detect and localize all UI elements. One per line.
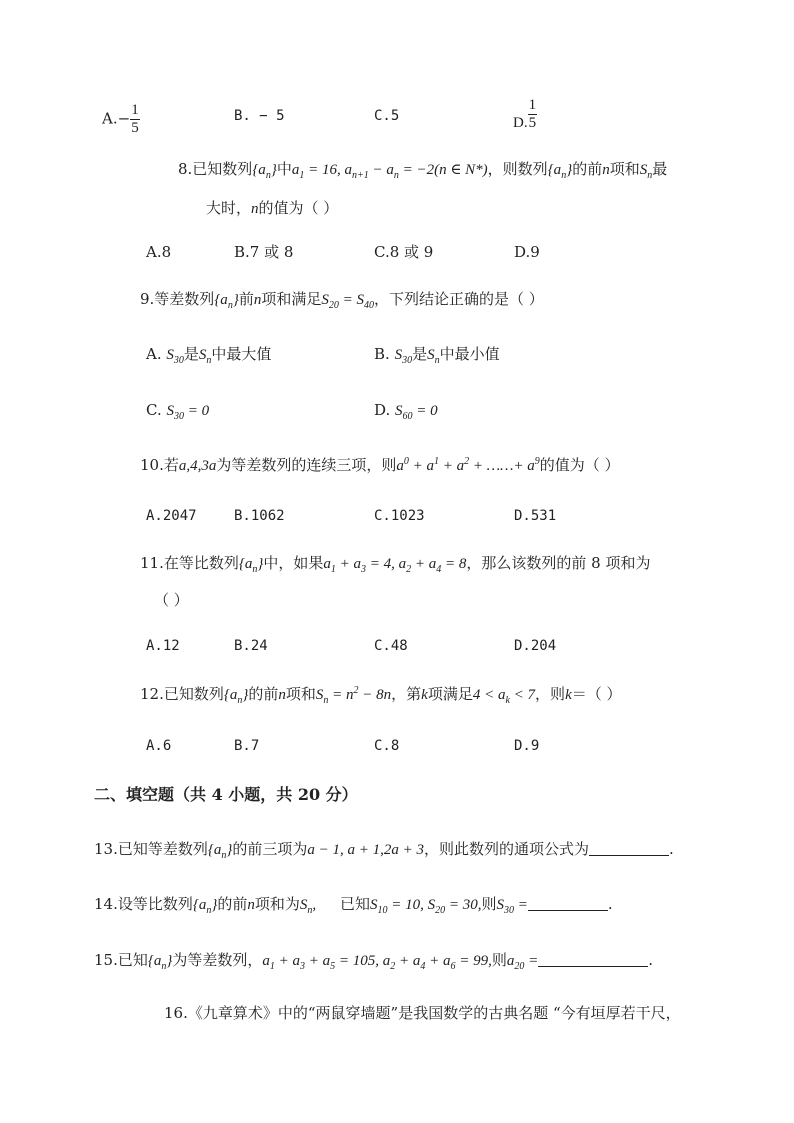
q15-stem: 15.已知$\{a_n\}$为等差数列，$a_1 + a_3 + a_5 = 105$, $a_2 + a_4 + a_6 = 99$,则$a_{20}$ = .: [94, 951, 654, 972]
q9-option-b: B. $S_{30}$是$S_n$中最小值: [374, 345, 500, 366]
q7-option-b: B. − 5: [234, 108, 285, 124]
q7-d-fraction: $\frac{1}{5}$: [528, 97, 537, 131]
q9-option-c: C. $S_{30} = 0$: [146, 401, 210, 422]
q12-option-c: C.8: [374, 738, 400, 754]
q10-option-b: B.1062: [234, 508, 285, 524]
q8-option-d: D.9: [514, 243, 540, 261]
q11-option-a: A.12: [146, 638, 180, 654]
q9-stem: 9.等差数列$\{a_n\}$前n项和满足$S_{20} = S_{40}$，下列结论正确的是（ ）: [140, 290, 544, 311]
q12-option-a: A.6: [146, 738, 172, 754]
q10-option-c: C.1023: [374, 508, 425, 524]
q7-a-fraction: $\frac{1}{5}$: [131, 102, 139, 136]
q7-option-a: A.− $\frac{1}{5}$: [102, 102, 139, 136]
q8-option-a: A.8: [146, 243, 172, 261]
q7-option-c: C.5: [374, 108, 400, 124]
q11-option-c: C.48: [374, 638, 408, 654]
q10-option-a: A.2047: [146, 508, 197, 524]
q14-answer-blank[interactable]: [528, 896, 608, 911]
q12-option-b: B.7: [234, 738, 260, 754]
q14-stem: 14.设等比数列$\{a_n\}$的前n项和为$S_n$, 已知$S_{10} = 10$, $S_{20} = 30$,则$S_{30}$ = .: [94, 895, 613, 916]
q9-option-a: A. $S_{30}$是$S_n$中最大值: [146, 345, 272, 366]
q11-option-b: B.24: [234, 638, 268, 654]
q7-a-label: A.: [102, 109, 118, 128]
section-heading: 二、填空题（共 4 小题，共 20 分）: [94, 785, 358, 804]
q10-option-d: D.531: [514, 508, 557, 524]
q8-stem-line2: 大时，n的值为（ ）: [206, 199, 339, 217]
q11-option-d: D.204: [514, 638, 557, 654]
q13-stem: 13.已知等差数列$\{a_n\}$的前三项为a − 1, a + 1,2a + 3，则此数列的通项公式为 .: [94, 840, 674, 861]
q7-option-d: D. $\frac{1}{5}$: [513, 97, 537, 131]
q10-stem: 10.若a,4,3a为等差数列的连续三项，则$a^0 + a^1 + a^2$ + ……+ $a^9$的值为（ ）: [140, 456, 620, 474]
q11-stem-line1: 11.在等比数列$\{a_n\}$中，如果$a_1 + a_3 = 4$, $a_2 + a_4 = 8$，那么该数列的前 8 项和为: [140, 554, 651, 575]
q8-stem-line1: 8.已知数列$\{a_n\}$中$a_1 = 16$, $a_{n+1} - a_n = -2(n$ ∈ N*)，则数列$\{a_n\}$的前n项和$S_n$最: [178, 160, 668, 181]
q12-stem: 12.已知数列$\{a_n\}$的前n项和$S_n = n^2 - 8n$，第k项满足$4 < a_k < 7$，则k＝（ ）: [140, 685, 622, 706]
q12-option-d: D.9: [514, 738, 540, 754]
q13-answer-blank[interactable]: [589, 841, 669, 856]
q8-option-b: B.7 或 8: [234, 243, 294, 261]
q9-option-d: D. $S_{60} = 0$: [374, 401, 438, 422]
q16-stem: 16.《九章算术》中的“两鼠穿墙题”是我国数学的古典名题 “今有垣厚若干尺，: [164, 1004, 681, 1022]
q11-stem-line2: （ ）: [154, 591, 189, 609]
q15-answer-blank[interactable]: [538, 952, 648, 967]
q8-option-c: C.8 或 9: [374, 243, 434, 261]
